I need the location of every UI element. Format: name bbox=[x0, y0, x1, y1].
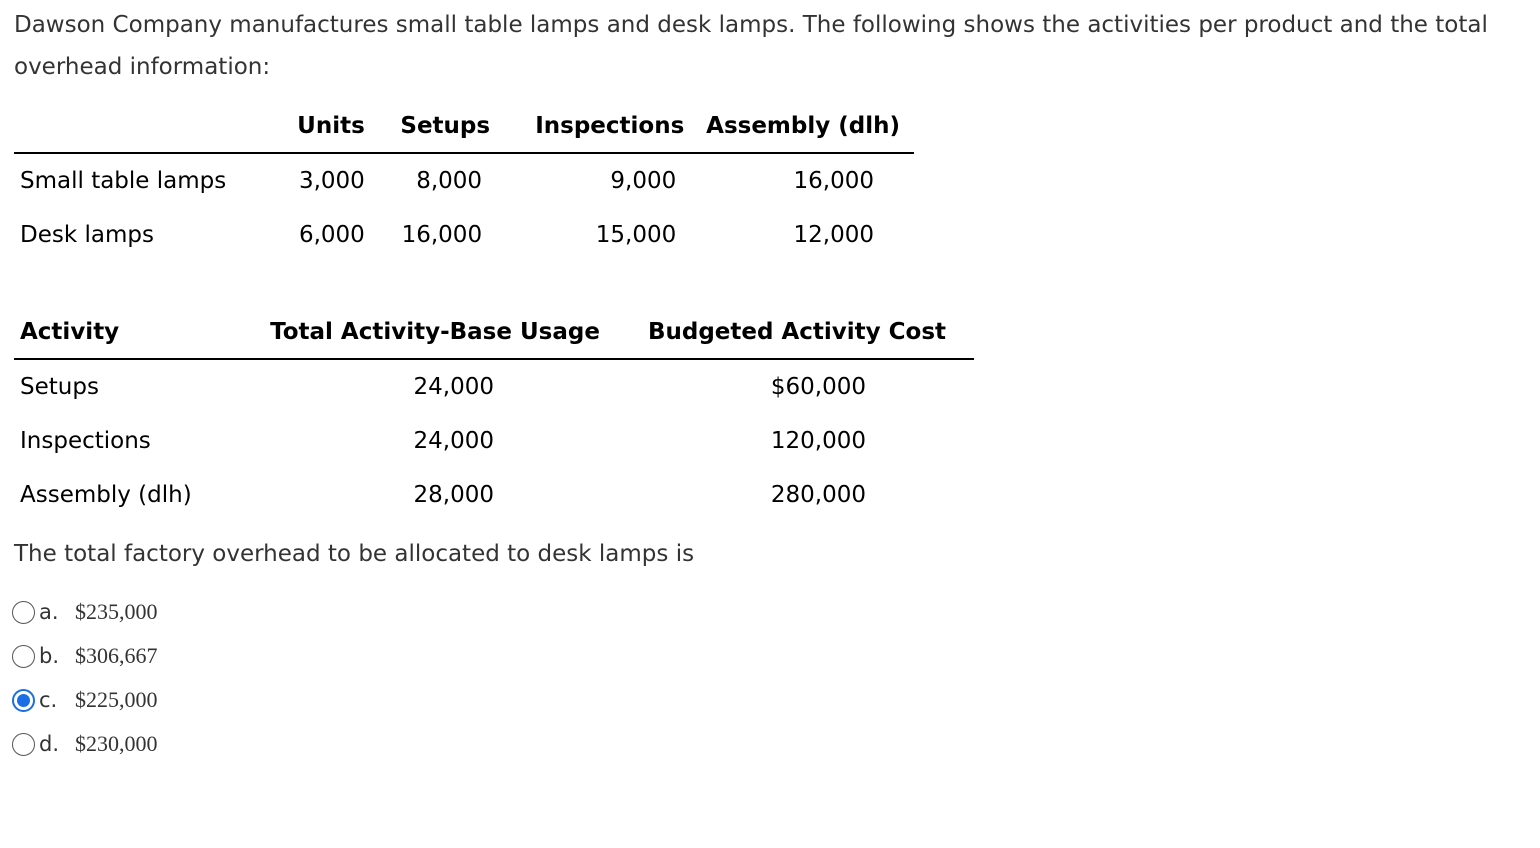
column-header-units: Units bbox=[281, 100, 365, 153]
option-value: $230,000 bbox=[75, 731, 158, 756]
table-row bbox=[14, 468, 974, 522]
option-b[interactable] bbox=[12, 634, 158, 678]
table-cell: 15,000 bbox=[595, 222, 677, 248]
radio-button-c-selected[interactable] bbox=[12, 689, 35, 712]
column-header-inspections: Inspections bbox=[490, 100, 684, 153]
table-cell: 12,000 bbox=[793, 222, 874, 248]
row-label: Desk lamps bbox=[20, 222, 154, 248]
radio-button-b[interactable] bbox=[12, 645, 35, 668]
row-label: Assembly (dlh) bbox=[20, 482, 192, 508]
table-cell: 280,000 bbox=[770, 482, 866, 508]
table-cell: 24,000 bbox=[413, 374, 494, 400]
radio-button-a[interactable] bbox=[12, 601, 35, 624]
option-d[interactable] bbox=[12, 722, 158, 766]
option-letter: c. bbox=[39, 688, 58, 712]
option-value: $235,000 bbox=[75, 599, 158, 624]
column-header bbox=[14, 100, 281, 153]
table-row bbox=[14, 359, 974, 414]
option-letter: d. bbox=[39, 732, 60, 756]
column-header-activity: Activity bbox=[14, 306, 250, 359]
table-header-row bbox=[14, 100, 914, 153]
column-header-cost: Budgeted Activity Cost bbox=[620, 306, 974, 359]
option-letter: a. bbox=[39, 600, 59, 624]
table-cell: 120,000 bbox=[770, 428, 866, 454]
option-value: $306,667 bbox=[75, 643, 158, 668]
activity-cost-table bbox=[14, 306, 974, 522]
table-header-row bbox=[14, 306, 974, 359]
row-label: Setups bbox=[20, 374, 99, 400]
table-cell: 9,000 bbox=[610, 168, 677, 194]
table-cell: 8,000 bbox=[416, 168, 483, 194]
table-cell: 16,000 bbox=[793, 168, 874, 194]
question-prompt: The total factory overhead to be allocated to desk lamps is bbox=[14, 541, 695, 567]
table-cell: 3,000 bbox=[298, 168, 365, 194]
table-cell: 6,000 bbox=[298, 222, 365, 248]
option-letter: b. bbox=[39, 644, 60, 668]
question-intro: Dawson Company manufactures small table lamps and desk lamps. The following shows the activities per product and the total overhead information: bbox=[14, 12, 1488, 80]
table-cell: 24,000 bbox=[413, 428, 494, 454]
table-cell: 28,000 bbox=[413, 482, 494, 508]
column-header-setups: Setups bbox=[365, 100, 490, 153]
column-header-assembly: Assembly (dlh) bbox=[684, 100, 914, 153]
row-label: Inspections bbox=[20, 428, 151, 454]
table-row bbox=[14, 208, 914, 262]
option-a[interactable] bbox=[12, 590, 158, 634]
product-activity-table bbox=[14, 100, 914, 262]
table-row bbox=[14, 153, 914, 208]
answer-options bbox=[12, 590, 158, 766]
option-c[interactable] bbox=[12, 678, 158, 722]
table-row bbox=[14, 414, 974, 468]
option-value: $225,000 bbox=[75, 687, 158, 712]
radio-button-d[interactable] bbox=[12, 733, 35, 756]
row-label: Small table lamps bbox=[20, 168, 227, 194]
table-cell: $60,000 bbox=[770, 374, 866, 400]
table-cell: 16,000 bbox=[401, 222, 483, 248]
column-header-usage: Total Activity-Base Usage bbox=[250, 306, 620, 359]
